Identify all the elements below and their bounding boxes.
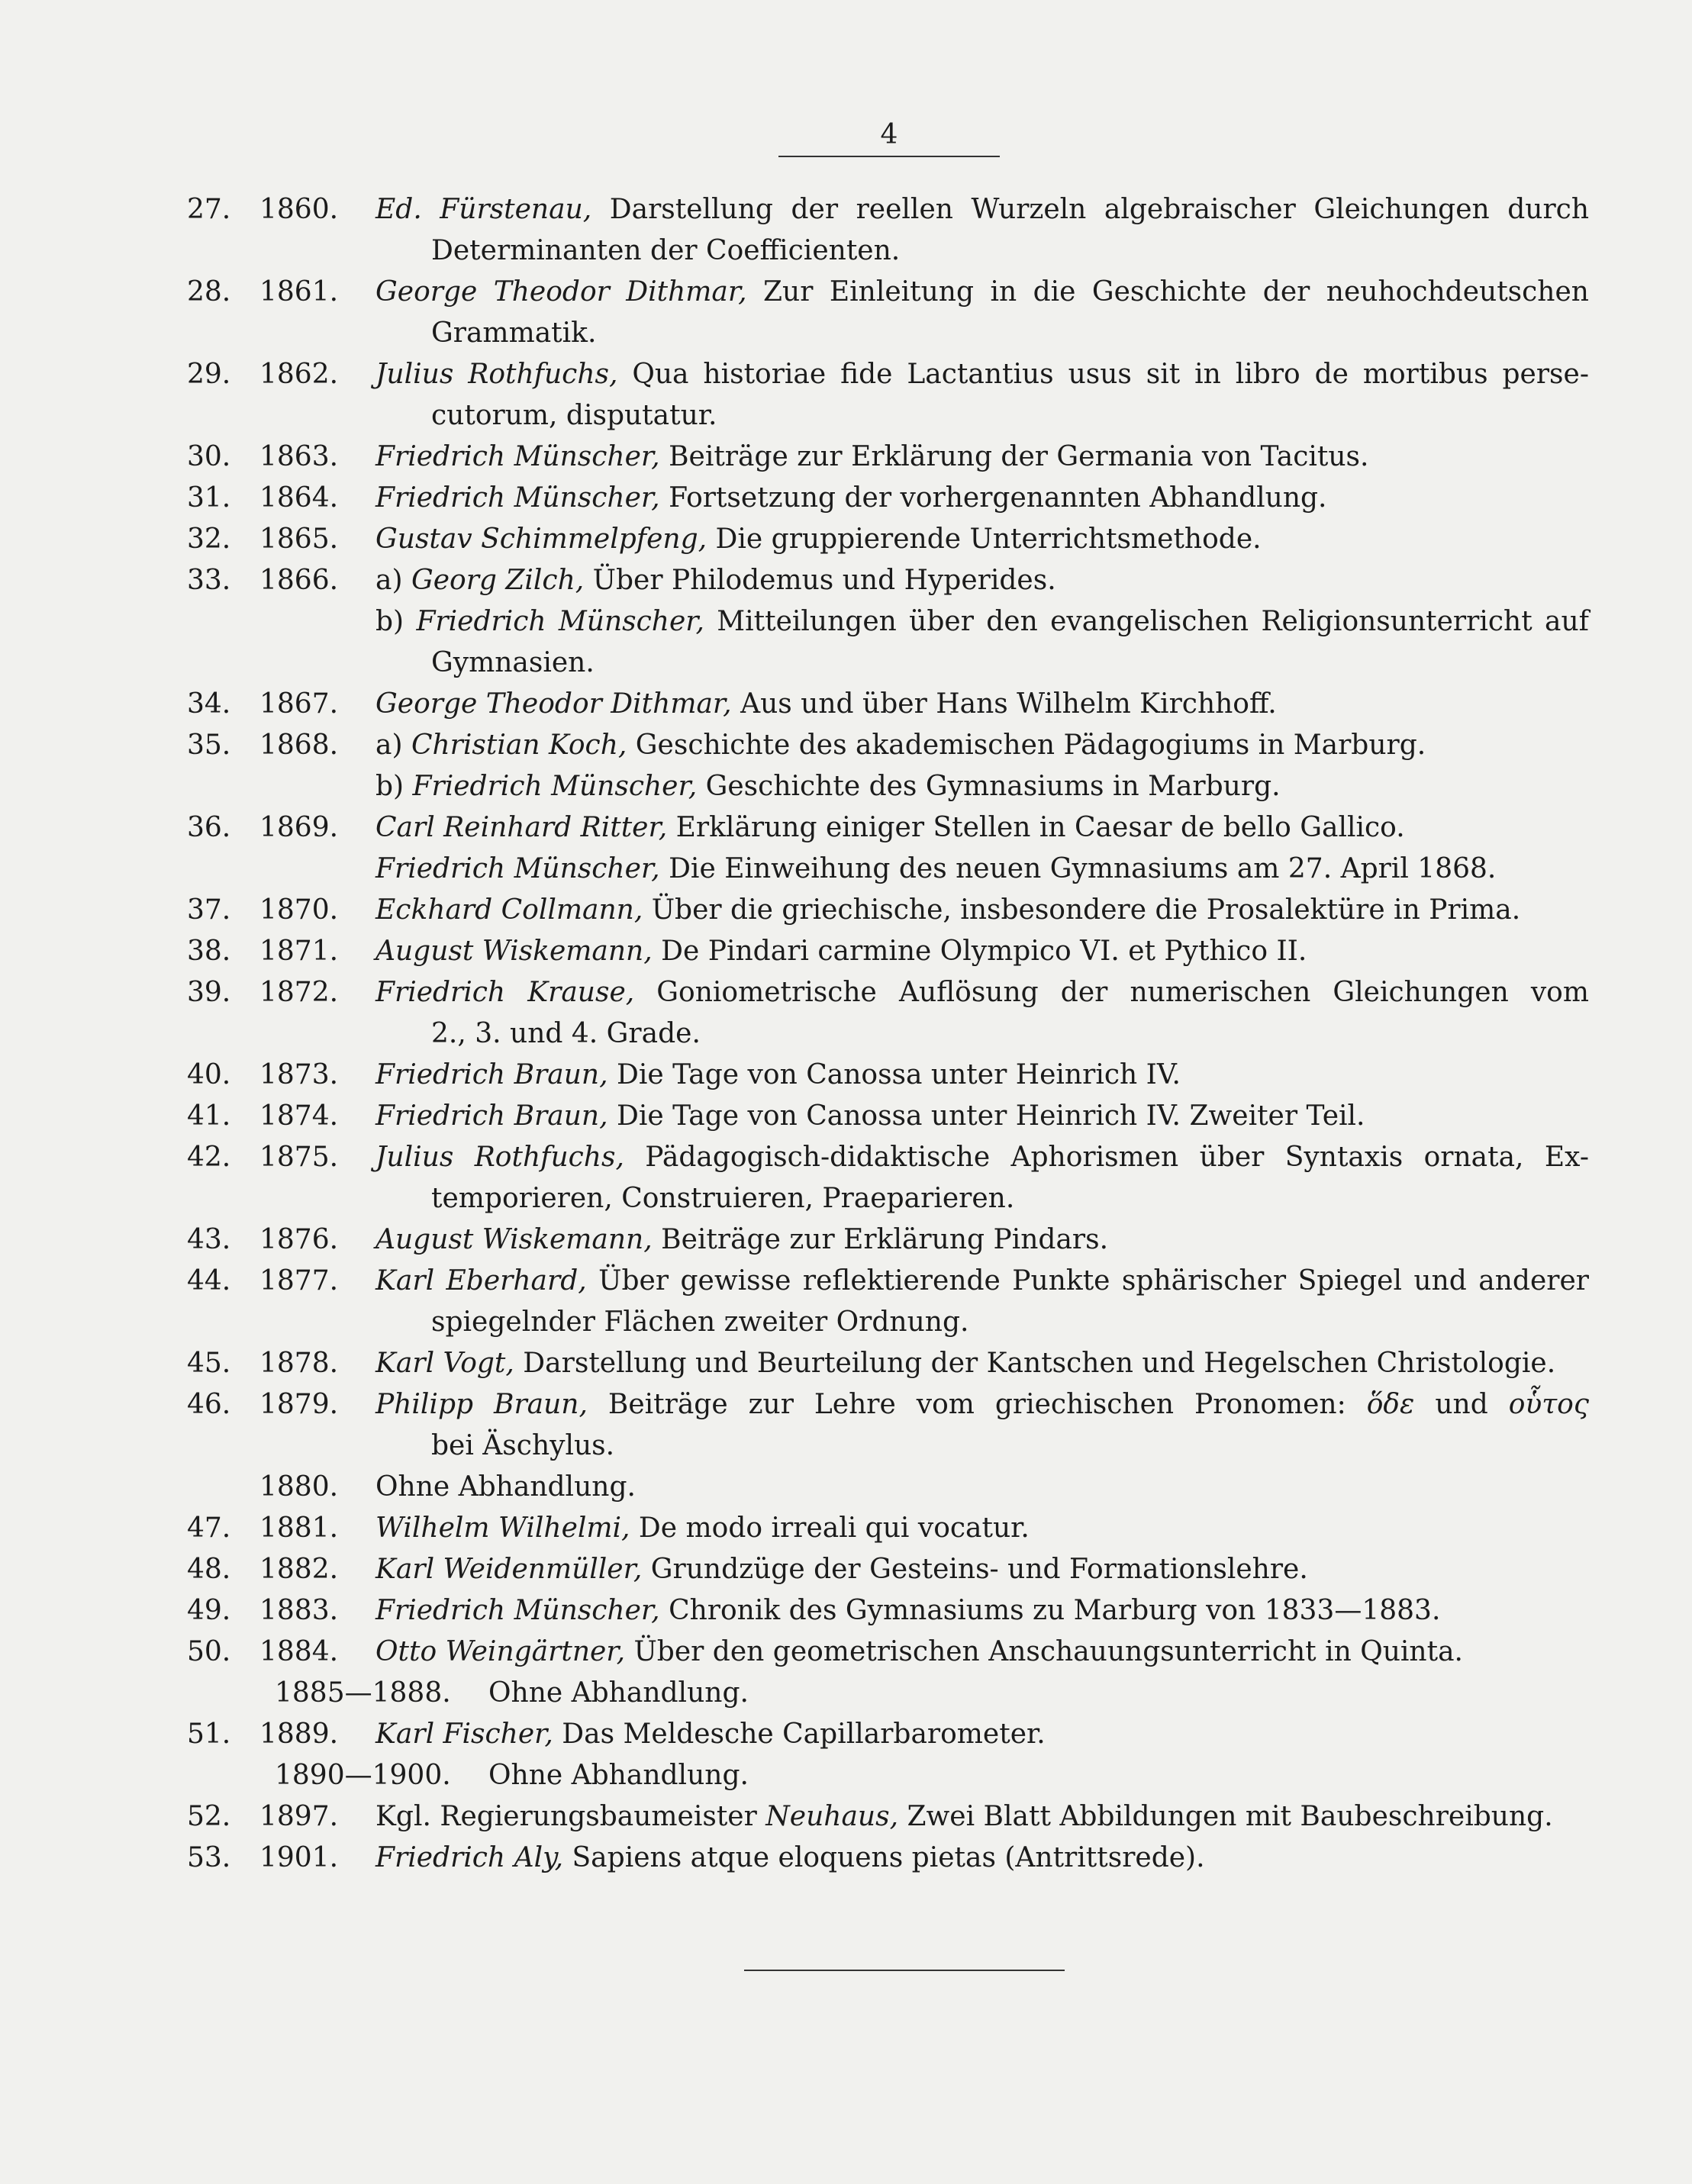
entry-title: Darstellung und Beurteilung der Kantschen und Hegelschen Christologie. <box>514 1348 1556 1379</box>
entry-year: 1870. <box>259 894 339 926</box>
entry-text <box>375 684 1589 725</box>
entry-text <box>375 272 1589 313</box>
bibliography-entry <box>0 1549 1692 1590</box>
entry-text <box>375 972 1589 1013</box>
entry-number: 53. <box>187 1842 231 1873</box>
bibliography-entry <box>0 1384 1692 1425</box>
entry-year: 1880. <box>259 1471 339 1503</box>
entry-title: Erklärung einiger Stellen in Caesar de bello Gallico. <box>667 812 1405 843</box>
entry-title: Die Einweihung des neuen Gymnasiums am 27. April 1868. <box>659 853 1497 884</box>
bibliography-entry <box>0 849 1692 890</box>
entry-author: Karl Eberhard, <box>375 1265 587 1297</box>
entry-title: Geschichte des Gymnasiums in Marburg. <box>697 771 1281 802</box>
bibliography-entry <box>0 931 1692 972</box>
entry-number: 35. <box>187 730 231 761</box>
entry-author: Karl Vogt, <box>375 1348 514 1379</box>
entry-continuation-text: Gymnasien. <box>431 647 595 678</box>
entry-number: 40. <box>187 1059 231 1090</box>
entry-year: 1901. <box>259 1842 339 1873</box>
entry-number: 27. <box>187 194 231 225</box>
entry-text <box>488 1755 1589 1796</box>
entry-author: Christian Koch, <box>411 730 627 761</box>
entry-text <box>375 890 1589 931</box>
entry-text <box>375 436 1589 478</box>
entry-year: 1876. <box>259 1224 339 1255</box>
entry-title: Fortsetzung der vorhergenannten Abhandlung. <box>659 482 1327 514</box>
entry-number: 44. <box>187 1265 231 1297</box>
entry-continuation <box>0 313 1692 354</box>
entry-text <box>375 1508 1589 1549</box>
bibliography-entry <box>0 1714 1692 1755</box>
entry-number: 39. <box>187 977 231 1008</box>
entry-year: 1875. <box>259 1142 339 1173</box>
entry-part-label: a) <box>375 565 411 596</box>
entry-author: Wilhelm Wilhelmi, <box>375 1512 630 1544</box>
entry-author: August Wiskemann, <box>375 1224 653 1255</box>
entry-continuation <box>0 395 1692 436</box>
entry-author-title: Kgl. Regierungsbaumeister <box>375 1801 766 1832</box>
entry-year: 1877. <box>259 1265 339 1297</box>
bibliography-entry <box>0 1755 1692 1796</box>
entry-number: 37. <box>187 894 231 926</box>
entry-continuation <box>0 1425 1692 1467</box>
bibliography-entry <box>0 1590 1692 1632</box>
entry-text <box>375 560 1589 601</box>
entry-note: Ohne Abhandlung. <box>375 1471 636 1503</box>
entry-author: Friedrich Braun, <box>375 1100 608 1132</box>
bibliography-entry <box>0 1343 1692 1384</box>
entry-year: 1860. <box>259 194 339 225</box>
entry-year: 1861. <box>259 276 339 308</box>
entry-title: Pädagogisch-didaktische Aphorismen über Syntaxis ornata, Ex- <box>624 1142 1589 1173</box>
entry-title: Grundzüge der Gesteins- und Formationslehre. <box>642 1554 1308 1585</box>
entry-text <box>375 519 1589 560</box>
entry-text <box>375 1838 1589 1879</box>
entry-continuation-text: spiegelnder Flächen zweiter Ordnung. <box>431 1306 969 1338</box>
entry-author: Philipp Braun, <box>375 1389 588 1420</box>
entry-text <box>375 1796 1589 1838</box>
entry-text <box>375 807 1589 849</box>
entry-year: 1869. <box>259 812 339 843</box>
entry-part-label: a) <box>375 730 411 761</box>
entry-year: 1878. <box>259 1348 339 1379</box>
entry-author: Karl Weidenmüller, <box>375 1554 643 1585</box>
entry-author: Neuhaus, <box>765 1801 899 1832</box>
entry-text <box>375 1343 1589 1384</box>
entry-number: 46. <box>187 1389 231 1420</box>
entry-continuation <box>0 230 1692 272</box>
entry-text <box>375 766 1589 807</box>
entry-text <box>375 1055 1589 1096</box>
bibliography-entry <box>0 560 1692 601</box>
entry-author: Friedrich Münscher, <box>412 771 698 802</box>
entry-continuation <box>0 643 1692 684</box>
bibliography-entry <box>0 1838 1692 1879</box>
entry-title: Chronik des Gymnasiums zu Marburg von 1833—1883. <box>659 1595 1441 1626</box>
entry-title: Aus und über Hans Wilhelm Kirchhoff. <box>731 688 1277 720</box>
bibliography-entry <box>0 354 1692 395</box>
entry-number: 28. <box>187 276 231 308</box>
entry-number: 34. <box>187 688 231 720</box>
bibliography-entry <box>0 1467 1692 1508</box>
entry-author: Karl Fischer, <box>375 1719 553 1750</box>
entry-title: Geschichte des akademischen Pädagogiums in Marburg. <box>627 730 1426 761</box>
entry-author: August Wiskemann, <box>375 936 653 967</box>
entry-title: Über Philodemus und Hyperides. <box>584 565 1056 596</box>
page-number: 4 <box>880 119 898 150</box>
greek-word: ὅδε <box>1366 1389 1415 1420</box>
bibliography-entry <box>0 1508 1692 1549</box>
entry-title: Beiträge zur Erklärung Pindars. <box>652 1224 1109 1255</box>
entry-text <box>375 1549 1589 1590</box>
entry-title: Über den geometrischen Anschauungsunterricht in Quinta. <box>625 1636 1463 1667</box>
entry-part-label: b) <box>375 606 417 637</box>
bibliography-entry <box>0 684 1692 725</box>
entry-text <box>375 1467 1589 1508</box>
entry-author: Otto Weingärtner, <box>375 1636 626 1667</box>
bibliography-entry <box>0 1796 1692 1838</box>
entry-continuation-text: bei Äschylus. <box>431 1430 615 1461</box>
bibliography-entry <box>0 519 1692 560</box>
entry-title: De Pindari carmine Olympico VI. et Pythico II. <box>652 936 1307 967</box>
bibliography-entry <box>0 272 1692 313</box>
entry-title: Goniometrische Auflösung der numerischen Gleichungen vom <box>634 977 1589 1008</box>
entry-author: Friedrich Münscher, <box>375 482 660 514</box>
bibliography-entry <box>0 972 1692 1013</box>
entry-title: Über gewisse reflektierende Punkte sphärischer Spiegel und anderer <box>586 1265 1589 1297</box>
entry-year: 1864. <box>259 482 339 514</box>
entry-author: Friedrich Münscher, <box>375 853 660 884</box>
entry-text <box>375 1384 1589 1425</box>
entry-continuation-text: temporieren, Construieren, Praeparieren. <box>431 1183 1015 1214</box>
entry-number: 29. <box>187 359 231 390</box>
entry-year: 1897. <box>259 1801 339 1832</box>
entry-number: 41. <box>187 1100 231 1132</box>
entry-continuation <box>0 1302 1692 1343</box>
entry-author: Ed. Fürstenau, <box>375 194 592 225</box>
entry-number: 51. <box>187 1719 231 1750</box>
bibliography-entry <box>0 189 1692 230</box>
bottom-divider <box>744 1970 1065 1971</box>
entry-note: Ohne Abhandlung. <box>488 1760 749 1791</box>
entry-year: 1883. <box>259 1595 339 1626</box>
entry-continuation-text: 2., 3. und 4. Grade. <box>431 1018 701 1049</box>
entry-number: 38. <box>187 936 231 967</box>
entry-title: Beiträge zur Lehre vom griechischen Pronomen: <box>587 1389 1367 1420</box>
entry-author: Friedrich Münscher, <box>416 606 704 637</box>
bibliography-entry <box>0 1219 1692 1261</box>
entry-year: 1889. <box>259 1719 339 1750</box>
entry-title: Die Tage von Canossa unter Heinrich IV. <box>608 1059 1181 1090</box>
entry-author: Julius Rothfuchs, <box>375 359 618 390</box>
bibliography-entry <box>0 1055 1692 1096</box>
entry-text <box>375 1590 1589 1632</box>
entry-author: Friedrich Braun, <box>375 1059 608 1090</box>
entry-note: Ohne Abhandlung. <box>488 1677 749 1709</box>
entry-text <box>375 1714 1589 1755</box>
entry-number: 31. <box>187 482 231 514</box>
entry-title: Zur Einleitung in die Geschichte der neuhochdeutschen <box>746 276 1589 308</box>
entry-number: 36. <box>187 812 231 843</box>
entry-author: Friedrich Krause, <box>375 977 635 1008</box>
entry-title: Beiträge zur Erklärung der Germania von Tacitus. <box>659 441 1369 472</box>
entry-year-range: 1890—1900. <box>275 1760 451 1791</box>
entry-year: 1881. <box>259 1512 339 1544</box>
bibliography-entry <box>0 436 1692 478</box>
entry-year: 1874. <box>259 1100 339 1132</box>
entry-year: 1879. <box>259 1389 339 1420</box>
entry-year: 1868. <box>259 730 339 761</box>
entry-title-mid: und <box>1414 1389 1509 1420</box>
entry-text <box>375 478 1589 519</box>
entry-number: 47. <box>187 1512 231 1544</box>
entry-year: 1872. <box>259 977 339 1008</box>
entry-continuation-text: Grammatik. <box>431 317 597 349</box>
bibliography-entry <box>0 601 1692 643</box>
entry-text <box>375 1137 1589 1178</box>
entry-part-label: b) <box>375 771 413 802</box>
bibliography-entry <box>0 890 1692 931</box>
entry-title: Über die griechische, insbesondere die Prosalektüre in Prima. <box>643 894 1521 926</box>
bibliography-entry <box>0 807 1692 849</box>
entry-number: 30. <box>187 441 231 472</box>
entry-year: 1865. <box>259 523 339 555</box>
entry-number: 48. <box>187 1554 231 1585</box>
entry-title: Darstellung der reellen Wurzeln algebraischer Gleichungen durch <box>591 194 1589 225</box>
entry-year: 1866. <box>259 565 339 596</box>
entry-number: 45. <box>187 1348 231 1379</box>
entry-year-range: 1885—1888. <box>275 1677 451 1709</box>
top-divider <box>778 156 1000 157</box>
entry-number: 43. <box>187 1224 231 1255</box>
entry-year: 1882. <box>259 1554 339 1585</box>
entry-author: Julius Rothfuchs, <box>375 1142 624 1173</box>
bibliography-entry <box>0 766 1692 807</box>
entry-number: 33. <box>187 565 231 596</box>
bibliography-entry <box>0 1673 1692 1714</box>
entry-author: Eckhard Collmann, <box>375 894 643 926</box>
entry-title: Sapiens atque eloquens pietas (Antrittsrede). <box>563 1842 1205 1873</box>
entry-number: 32. <box>187 523 231 555</box>
entry-number: 42. <box>187 1142 231 1173</box>
bibliography-entry <box>0 1137 1692 1178</box>
entry-text <box>375 849 1589 890</box>
entry-text <box>375 354 1589 395</box>
entry-text <box>375 1632 1589 1673</box>
entry-continuation <box>0 1178 1692 1219</box>
entry-year: 1863. <box>259 441 339 472</box>
bibliography-entry <box>0 1632 1692 1673</box>
bibliography-entry <box>0 725 1692 766</box>
entry-author: Carl Reinhard Ritter, <box>375 812 668 843</box>
entry-author: Gustav Schimmelpfeng, <box>375 523 707 555</box>
bibliography-entry <box>0 1096 1692 1137</box>
entry-year: 1867. <box>259 688 339 720</box>
entry-text <box>375 931 1589 972</box>
entry-title: Qua historiae fide Lactantius usus sit in libro de mortibus perse- <box>617 359 1589 390</box>
entry-number: 50. <box>187 1636 231 1667</box>
entry-title: Zwei Blatt Abbildungen mit Baubeschreibung. <box>898 1801 1553 1832</box>
entry-author: George Theodor Dithmar, <box>375 688 732 720</box>
entry-title: Die Tage von Canossa unter Heinrich IV. Zweiter Teil. <box>608 1100 1365 1132</box>
entry-author: Georg Zilch, <box>411 565 585 596</box>
bibliography-list <box>0 189 1692 1879</box>
greek-word: οὗτος <box>1508 1389 1589 1420</box>
entry-continuation-text: cutorum, disputatur. <box>431 400 717 431</box>
entry-continuation-text: Determinanten der Coefficienten. <box>431 235 901 266</box>
entry-text <box>375 725 1589 766</box>
entry-title: De modo irreali qui vocatur. <box>630 1512 1030 1544</box>
entry-title: Die gruppierende Unterrichtsmethode. <box>707 523 1262 555</box>
bibliography-entry <box>0 478 1692 519</box>
entry-text <box>488 1673 1589 1714</box>
entry-number: 52. <box>187 1801 231 1832</box>
entry-title: Mitteilungen über den evangelischen Religionsunterricht auf <box>704 606 1589 637</box>
entry-author: George Theodor Dithmar, <box>375 276 747 308</box>
entry-text <box>375 601 1589 643</box>
entry-text <box>375 1219 1589 1261</box>
entry-text <box>375 189 1589 230</box>
entry-text <box>375 1096 1589 1137</box>
entry-year: 1871. <box>259 936 339 967</box>
entry-author: Friedrich Aly, <box>375 1842 564 1873</box>
entry-text <box>375 1261 1589 1302</box>
entry-author: Friedrich Münscher, <box>375 441 660 472</box>
entry-year: 1884. <box>259 1636 339 1667</box>
entry-author: Friedrich Münscher, <box>375 1595 660 1626</box>
entry-continuation <box>0 1013 1692 1055</box>
entry-year: 1862. <box>259 359 339 390</box>
entry-title: Das Meldesche Capillarbarometer. <box>553 1719 1046 1750</box>
entry-number: 49. <box>187 1595 231 1626</box>
bibliography-entry <box>0 1261 1692 1302</box>
entry-year: 1873. <box>259 1059 339 1090</box>
